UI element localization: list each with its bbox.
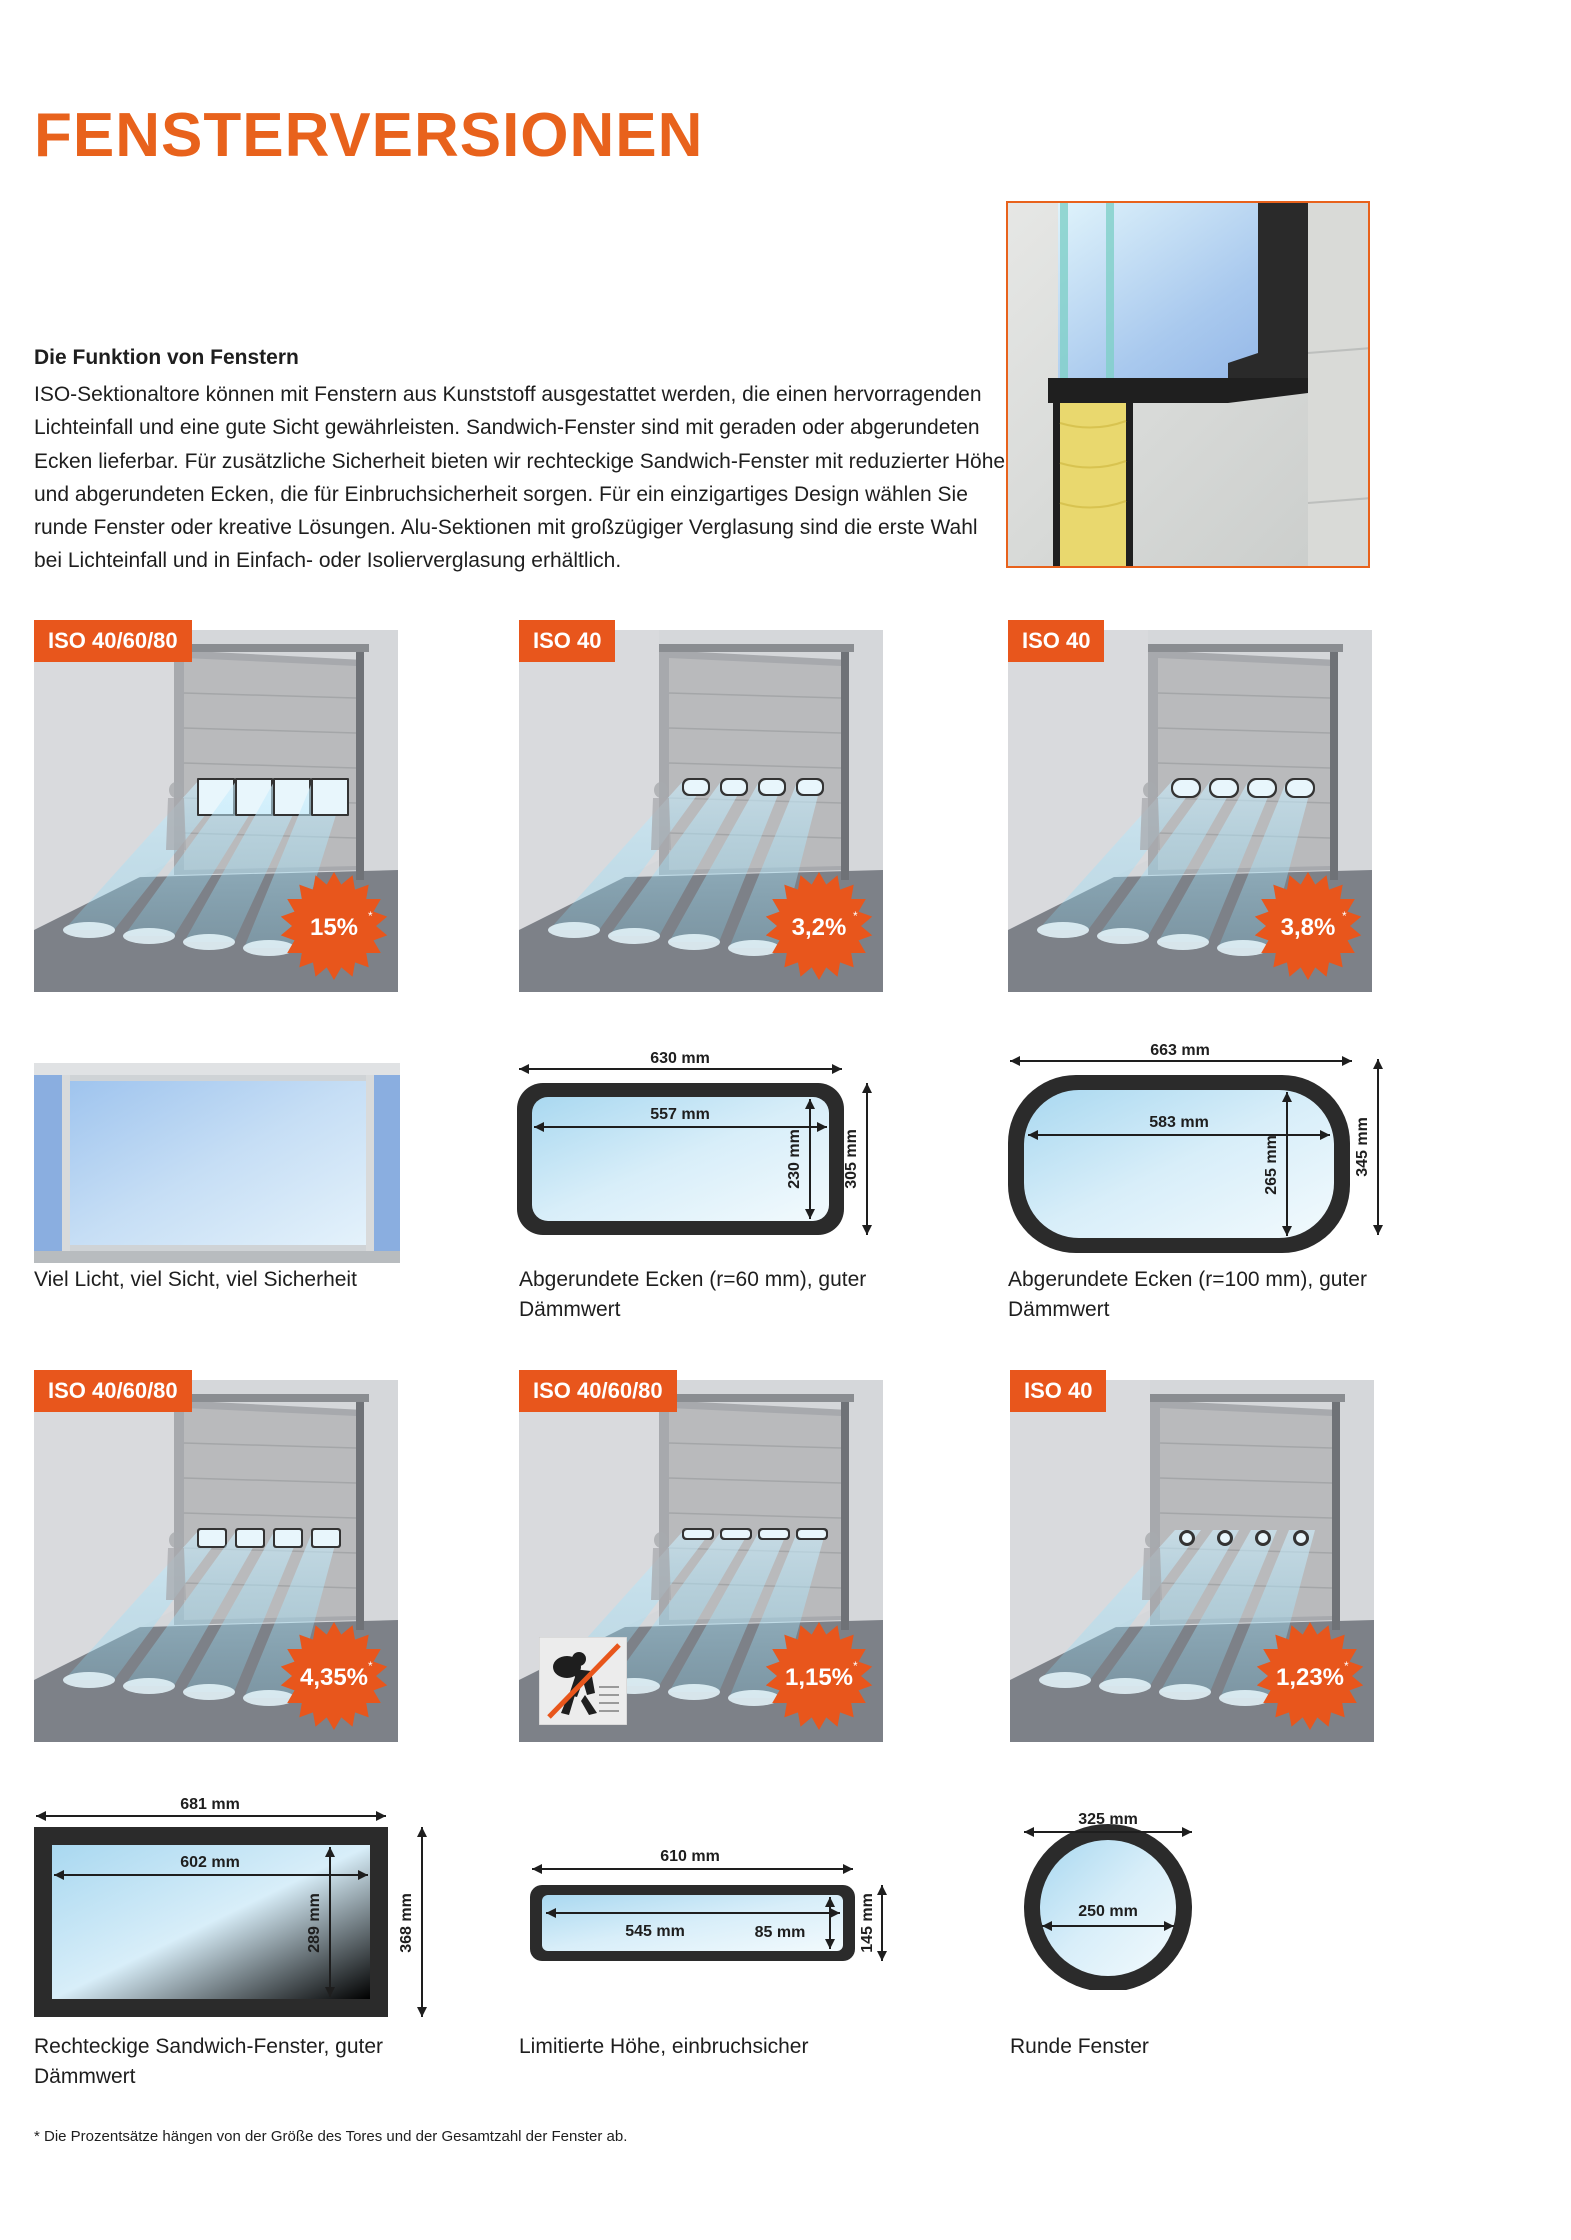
dim-inner-width: 583 mm bbox=[1149, 1114, 1209, 1131]
dim-inner-width: 545 mm bbox=[625, 1923, 685, 1940]
footnote-marker: * bbox=[1344, 1659, 1349, 1673]
dim-inner-height: 230 mm bbox=[786, 1129, 803, 1189]
dim-outer-width: 630 mm bbox=[650, 1050, 710, 1067]
footnote: * Die Prozentsätze hängen von der Größe des Tores und der Gesamtzahl der Fenster ab. bbox=[34, 2128, 628, 2145]
light-percentage: 1,23% bbox=[1275, 1664, 1345, 1691]
product-badge: ISO 40/60/80 bbox=[34, 1370, 192, 1412]
window-diagram-slim bbox=[520, 1845, 900, 1985]
light-percentage: 3,2% bbox=[791, 914, 847, 941]
dim-inner-height: 85 mm bbox=[754, 1924, 806, 1941]
door-photo-1 bbox=[34, 620, 398, 992]
window-diagram-rectangular bbox=[30, 1795, 440, 2035]
door-photo-image bbox=[1008, 630, 1372, 992]
window-diagram-rounded-100 bbox=[1004, 1035, 1404, 1255]
door-photo-image bbox=[1010, 1380, 1374, 1742]
door-photo-6 bbox=[1010, 1370, 1374, 1742]
window-caption: Viel Licht, viel Sicht, viel Sicherheit bbox=[34, 1268, 357, 1291]
window-caption: Limitierte Höhe, einbruchsicher bbox=[519, 2035, 809, 2058]
door-photo-image bbox=[34, 630, 398, 992]
intro-text: ISO-Sektionaltore können mit Fenstern aus Kunststoff ausgestattet werden, die einen hervorragenden Lichteinfall und eine gute Sicht gewährleisten. Sandwich-Fenster sind mit geraden oder abgerundeten Ecken lieferbar. Für zusätzliche Sicherheit bieten wir rechteckige Sandwich-Fenster mit reduzierter Höhe und abgerundeten Ecken, die für Einbruchsicherheit sorgen. Für ein einzigartiges Design wählen Sie runde Fenster oder kreative Lösungen. Alu-Sektionen mit großzügiger Verglasung sind die erste Wahl bei Lichteinfall und in Einfach- oder Isolierverglasung erhältlich. bbox=[34, 383, 1006, 573]
burglar-prohibited-icon bbox=[539, 1637, 627, 1725]
product-badge: ISO 40 bbox=[519, 620, 615, 662]
dim-inner-height: 265 mm bbox=[1263, 1135, 1280, 1195]
dim-inner-width: 250 mm bbox=[1078, 1903, 1138, 1920]
footnote-marker: * bbox=[853, 909, 858, 923]
light-percentage: 4,35% bbox=[299, 1664, 369, 1691]
light-percentage: 1,15% bbox=[784, 1664, 854, 1691]
dim-outer-width: 610 mm bbox=[660, 1848, 720, 1865]
window-cross-section-image bbox=[1006, 201, 1370, 568]
intro-heading: Die Funktion von Fenstern bbox=[34, 346, 299, 369]
dim-inner-width: 557 mm bbox=[650, 1106, 710, 1123]
dim-outer-width: 681 mm bbox=[180, 1796, 240, 1813]
light-percentage: 3,8% bbox=[1280, 914, 1336, 941]
window-diagram-round bbox=[1010, 1800, 1210, 1990]
product-badge: ISO 40/60/80 bbox=[34, 620, 192, 662]
door-photo-image bbox=[34, 1380, 398, 1742]
light-percentage: 15% bbox=[309, 914, 359, 941]
product-badge: ISO 40/60/80 bbox=[519, 1370, 677, 1412]
window-caption: Abgerundete Ecken (r=60 mm), guter Dämmwert bbox=[519, 1268, 867, 1321]
alu-window-image bbox=[34, 1063, 400, 1263]
door-photo-2 bbox=[519, 620, 883, 992]
window-diagram-rounded-60 bbox=[515, 1045, 895, 1245]
door-photo-5 bbox=[519, 1370, 883, 1742]
footnote-marker: * bbox=[368, 1659, 373, 1673]
product-badge: ISO 40 bbox=[1010, 1370, 1106, 1412]
product-badge: ISO 40 bbox=[1008, 620, 1104, 662]
window-caption: Runde Fenster bbox=[1010, 2035, 1149, 2058]
dim-outer-height: 145 mm bbox=[859, 1893, 876, 1953]
window-caption: Abgerundete Ecken (r=100 mm), guter Dämmwert bbox=[1008, 1268, 1367, 1321]
dim-outer-height: 345 mm bbox=[1354, 1117, 1371, 1177]
window-caption: Rechteckige Sandwich-Fenster, guter Dämmwert bbox=[34, 2035, 384, 2088]
footnote-marker: * bbox=[853, 1659, 858, 1673]
dim-outer-width: 663 mm bbox=[1150, 1042, 1210, 1059]
dim-outer-height: 305 mm bbox=[843, 1129, 860, 1189]
page-title: FENSTERVERSIONEN bbox=[34, 101, 704, 170]
footnote-marker: * bbox=[368, 909, 373, 923]
dim-inner-height: 289 mm bbox=[306, 1893, 323, 1953]
dim-inner-width: 602 mm bbox=[180, 1854, 240, 1871]
door-photo-3 bbox=[1008, 620, 1372, 992]
dim-outer-width: 325 mm bbox=[1078, 1811, 1138, 1828]
footnote-marker: * bbox=[1342, 909, 1347, 923]
door-photo-4 bbox=[34, 1370, 398, 1742]
dim-outer-height: 368 mm bbox=[398, 1893, 415, 1953]
door-photo-image bbox=[519, 630, 883, 992]
